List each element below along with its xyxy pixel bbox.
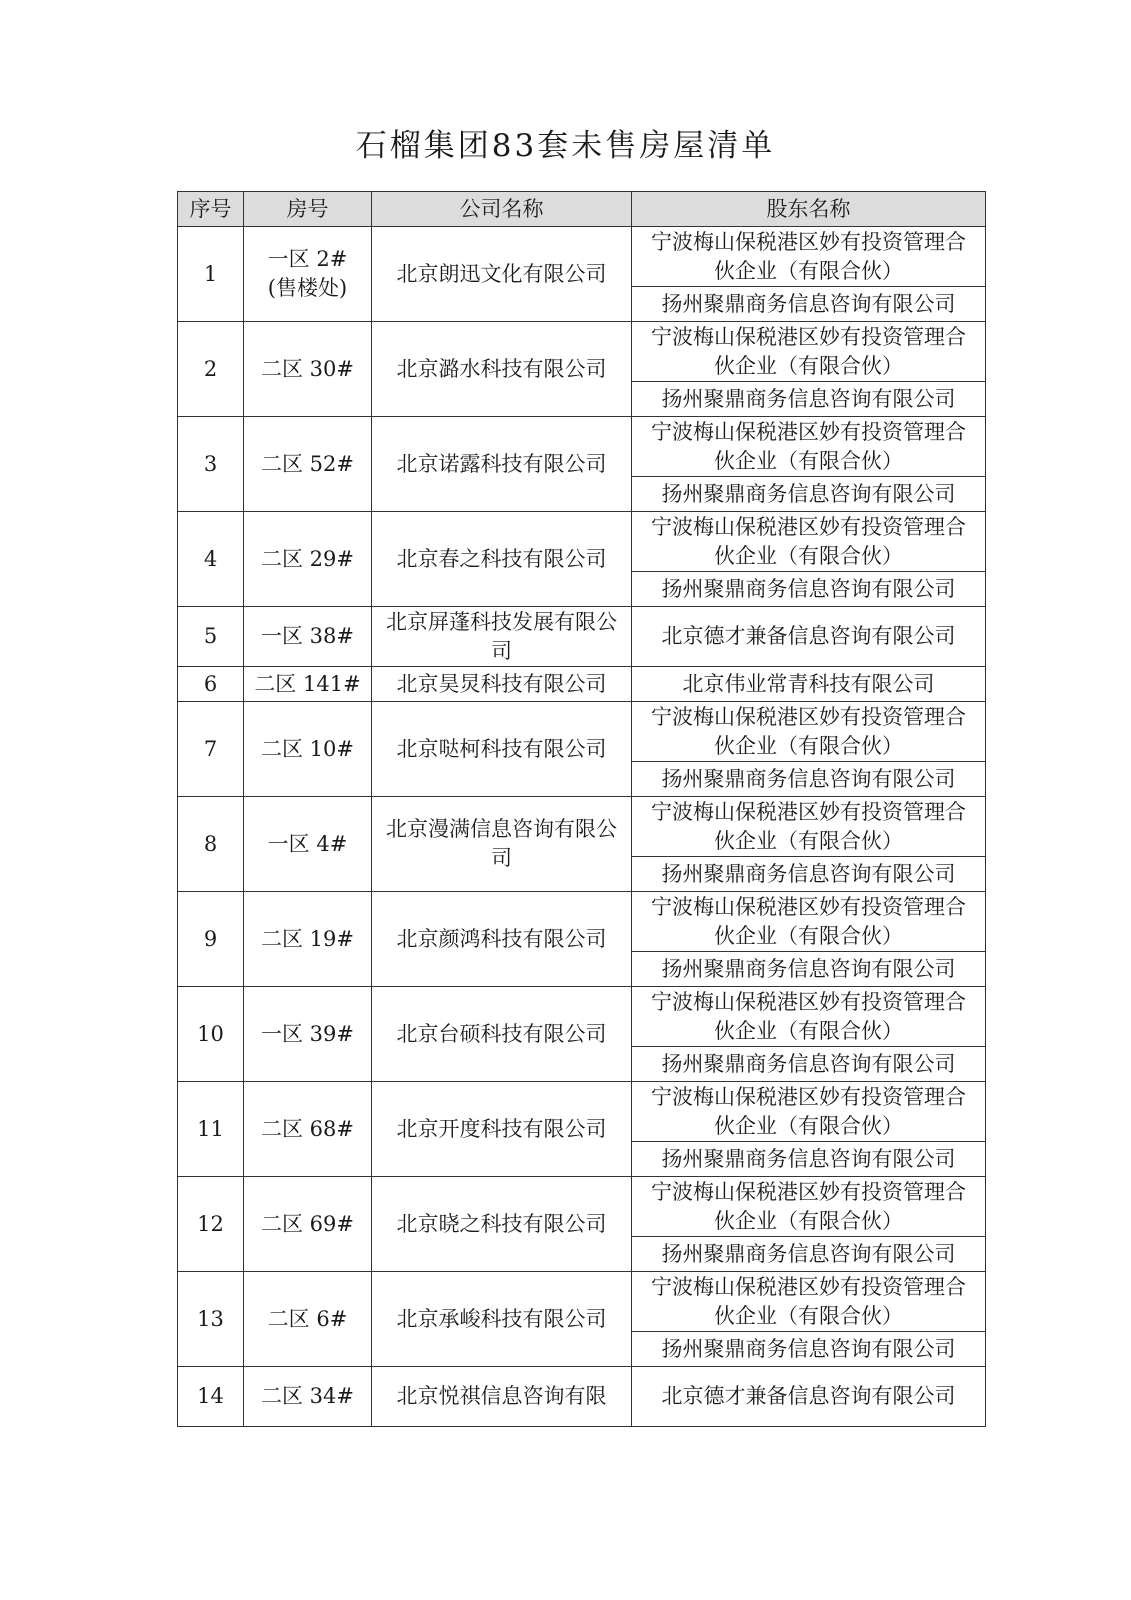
row-company: 北京台硕科技有限公司 — [372, 987, 632, 1082]
row-shareholders — [632, 667, 986, 702]
row-shareholders — [632, 1367, 986, 1427]
table-row — [178, 1082, 986, 1177]
row-company: 北京昊炅科技有限公司 — [372, 667, 632, 702]
shareholder-name: 宁波梅山保税港区妙有投资管理合伙企业（有限合伙） — [651, 1274, 966, 1328]
row-room: 二区 68# — [244, 1082, 372, 1177]
row-company: 北京开度科技有限公司 — [372, 1082, 632, 1177]
table-row — [178, 1177, 986, 1272]
shareholder-name: 宁波梅山保税港区妙有投资管理合伙企业（有限合伙） — [651, 419, 966, 473]
row-room: 一区 38# — [244, 607, 372, 667]
shareholder-name: 宁波梅山保税港区妙有投资管理合伙企业（有限合伙） — [651, 799, 966, 853]
row-room: 二区 30# — [244, 322, 372, 417]
shareholder-name: 扬州聚鼎商务信息咨询有限公司 — [632, 381, 985, 416]
header-room: 房号 — [244, 192, 372, 227]
row-no: 4 — [178, 512, 244, 607]
table-row — [178, 797, 986, 892]
row-no: 1 — [178, 227, 244, 322]
row-shareholders — [632, 607, 986, 667]
shareholder-name: 扬州聚鼎商务信息咨询有限公司 — [632, 476, 985, 511]
row-company: 北京春之科技有限公司 — [372, 512, 632, 607]
row-no: 9 — [178, 892, 244, 987]
row-room: 一区 4# — [244, 797, 372, 892]
row-shareholders — [632, 512, 986, 607]
row-shareholders — [632, 1082, 986, 1177]
row-shareholders — [632, 322, 986, 417]
row-room: 二区 29# — [244, 512, 372, 607]
shareholder-name: 扬州聚鼎商务信息咨询有限公司 — [632, 286, 985, 321]
row-no: 2 — [178, 322, 244, 417]
shareholder-name: 扬州聚鼎商务信息咨询有限公司 — [632, 951, 985, 986]
row-shareholders — [632, 227, 986, 322]
shareholder-name: 宁波梅山保税港区妙有投资管理合伙企业（有限合伙） — [651, 1084, 966, 1138]
row-room: 二区 141# — [244, 667, 372, 702]
table-header-row — [178, 192, 986, 227]
row-room: 一区 2#(售楼处) — [244, 227, 372, 322]
shareholder-name: 宁波梅山保税港区妙有投资管理合伙企业（有限合伙） — [651, 989, 966, 1043]
shareholder-name: 宁波梅山保税港区妙有投资管理合伙企业（有限合伙） — [651, 324, 966, 378]
row-no: 5 — [178, 607, 244, 667]
house-list-table — [177, 191, 986, 1427]
row-shareholders — [632, 1177, 986, 1272]
shareholder-name: 宁波梅山保税港区妙有投资管理合伙企业（有限合伙） — [651, 1179, 966, 1233]
row-shareholders — [632, 1272, 986, 1367]
row-company: 北京朗迅文化有限公司 — [372, 227, 632, 322]
shareholder-name: 宁波梅山保税港区妙有投资管理合伙企业（有限合伙） — [651, 704, 966, 758]
row-no: 13 — [178, 1272, 244, 1367]
row-no: 8 — [178, 797, 244, 892]
shareholder-name: 扬州聚鼎商务信息咨询有限公司 — [632, 571, 985, 606]
row-company: 北京诺露科技有限公司 — [372, 417, 632, 512]
row-room: 二区 6# — [244, 1272, 372, 1367]
row-no: 10 — [178, 987, 244, 1082]
shareholder-name: 北京德才兼备信息咨询有限公司 — [661, 1384, 956, 1408]
row-room: 二区 34# — [244, 1367, 372, 1427]
row-company: 北京晓之科技有限公司 — [372, 1177, 632, 1272]
shareholder-name: 宁波梅山保税港区妙有投资管理合伙企业（有限合伙） — [651, 894, 966, 948]
row-company: 北京屏蓬科技发展有限公司 — [372, 607, 632, 667]
shareholder-name: 北京伟业常青科技有限公司 — [682, 671, 935, 696]
shareholder-name: 扬州聚鼎商务信息咨询有限公司 — [632, 1236, 985, 1271]
shareholder-name: 扬州聚鼎商务信息咨询有限公司 — [632, 1046, 985, 1081]
row-shareholders — [632, 702, 986, 797]
shareholder-name: 扬州聚鼎商务信息咨询有限公司 — [632, 1331, 985, 1366]
table-row — [178, 667, 986, 702]
row-no: 12 — [178, 1177, 244, 1272]
row-shareholders — [632, 797, 986, 892]
table-row — [178, 892, 986, 987]
table-row — [178, 1272, 986, 1367]
row-company: 北京颜鸿科技有限公司 — [372, 892, 632, 987]
row-shareholders — [632, 892, 986, 987]
table-row — [178, 1367, 986, 1427]
table-row — [178, 417, 986, 512]
table-row — [178, 512, 986, 607]
row-room: 二区 10# — [244, 702, 372, 797]
table-row — [178, 607, 986, 667]
row-room: 二区 19# — [244, 892, 372, 987]
shareholder-name: 宁波梅山保税港区妙有投资管理合伙企业（有限合伙） — [651, 229, 966, 283]
row-no: 3 — [178, 417, 244, 512]
page-title: 石榴集团83套未售房屋清单 — [355, 128, 776, 164]
row-company: 北京漫满信息咨询有限公司 — [372, 797, 632, 892]
shareholder-name: 扬州聚鼎商务信息咨询有限公司 — [632, 1141, 985, 1176]
table-row — [178, 702, 986, 797]
table-row — [178, 227, 986, 322]
table-row — [178, 987, 986, 1082]
row-no: 6 — [178, 667, 244, 702]
row-room: 一区 39# — [244, 987, 372, 1082]
shareholder-name: 扬州聚鼎商务信息咨询有限公司 — [632, 856, 985, 891]
table-body — [178, 227, 986, 1427]
shareholder-name: 宁波梅山保税港区妙有投资管理合伙企业（有限合伙） — [651, 514, 966, 568]
header-shareholders: 股东名称 — [632, 192, 986, 227]
row-shareholders — [632, 417, 986, 512]
row-room: 二区 52# — [244, 417, 372, 512]
header-company: 公司名称 — [372, 192, 632, 227]
row-room: 二区 69# — [244, 1177, 372, 1272]
row-shareholders — [632, 987, 986, 1082]
row-no: 14 — [178, 1367, 244, 1427]
row-company: 北京潞水科技有限公司 — [372, 322, 632, 417]
row-company: 北京悦祺信息咨询有限 — [372, 1367, 632, 1427]
row-company: 北京承峻科技有限公司 — [372, 1272, 632, 1367]
row-no: 7 — [178, 702, 244, 797]
header-no: 序号 — [178, 192, 244, 227]
row-no: 11 — [178, 1082, 244, 1177]
shareholder-name: 扬州聚鼎商务信息咨询有限公司 — [632, 761, 985, 796]
table-row — [178, 322, 986, 417]
shareholder-name: 北京德才兼备信息咨询有限公司 — [661, 624, 956, 648]
row-company: 北京哒柯科技有限公司 — [372, 702, 632, 797]
